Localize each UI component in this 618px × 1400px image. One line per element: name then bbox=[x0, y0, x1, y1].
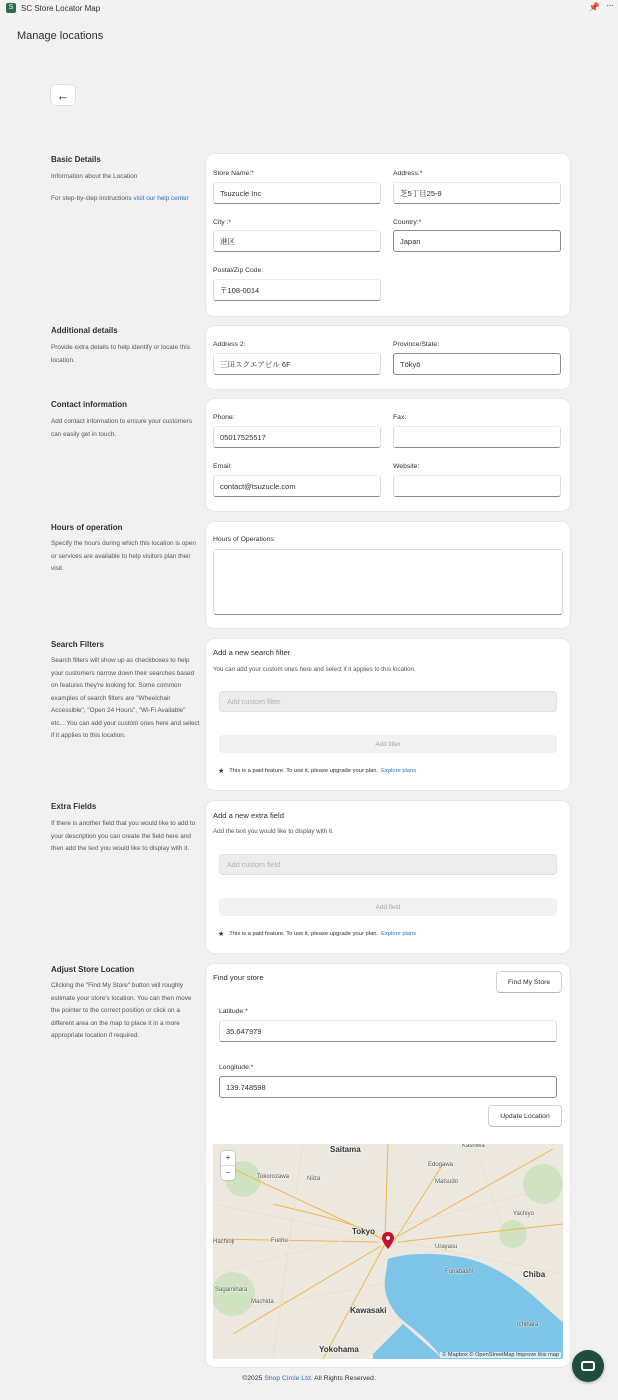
adjust-desc: Clicking the "Find My Store" button will roughly estimate your store's location. You can then move the pointer to the correct position or click on a different area on the map to place it in a more appropriate location if required. bbox=[51, 982, 192, 1039]
more-icon[interactable]: ··· bbox=[606, 0, 613, 11]
footer-suffix: All Rights Reserved. bbox=[312, 1375, 376, 1382]
map-label-matsudo: Matsudo bbox=[435, 1179, 459, 1185]
city-input[interactable]: 港区 bbox=[213, 230, 381, 252]
map-label-sagamihara: Sagamihara bbox=[215, 1287, 248, 1293]
country-input[interactable]: Japan bbox=[393, 230, 561, 252]
arrow-left-icon: ← bbox=[56, 87, 70, 103]
chat-button[interactable] bbox=[572, 1350, 604, 1382]
custom-field-input[interactable]: Add custom field bbox=[219, 854, 557, 875]
extra-explore-plans-link[interactable]: Explore plans bbox=[381, 931, 417, 937]
extra-paid-note bbox=[218, 930, 416, 938]
filters-paid-text: This is a paid feature. To use it, please upgrade your plan. bbox=[229, 768, 379, 774]
map-label-kawasaki: Kawasaki bbox=[350, 1306, 387, 1315]
find-store-title: Find your store bbox=[213, 973, 264, 982]
filters-explore-plans-link[interactable]: Explore plans bbox=[381, 768, 417, 774]
star-icon: ★ bbox=[218, 768, 225, 775]
province-label: Province/State: bbox=[393, 341, 440, 348]
map-label-urayasu: Urayasu bbox=[435, 1244, 458, 1250]
city-label: City :* bbox=[213, 219, 232, 226]
address-input[interactable]: 芝5丁目25-9 bbox=[393, 182, 561, 204]
star-icon: ★ bbox=[218, 931, 225, 938]
extra-card bbox=[206, 801, 570, 953]
map-attribution[interactable]: © Mapbox © OpenStreetMap Improve this map bbox=[442, 1352, 559, 1358]
footer-prefix: ©2025 bbox=[242, 1375, 265, 1382]
additional-details-card bbox=[206, 326, 570, 389]
longitude-input[interactable]: 139.748598 bbox=[219, 1076, 557, 1098]
map-park bbox=[499, 1220, 527, 1248]
map-label-yachiyo: Yachiyo bbox=[513, 1211, 534, 1217]
filters-card bbox=[206, 639, 570, 790]
add-filter-button[interactable]: Add filter bbox=[219, 735, 557, 753]
map-label-tokorozawa: Tokorozawa bbox=[257, 1174, 290, 1180]
pin-icon[interactable]: 📌 bbox=[588, 2, 600, 12]
map-label-saitama: Saitama bbox=[330, 1145, 361, 1154]
address2-input[interactable]: 三田スクエアビル 6F bbox=[213, 353, 381, 375]
extra-card-title: Add a new extra field bbox=[213, 811, 284, 820]
find-my-store-button[interactable]: Find My Store bbox=[496, 971, 562, 993]
adjust-card bbox=[206, 964, 570, 1367]
footer-link[interactable]: Shop Circle Ltd. bbox=[264, 1375, 313, 1382]
map-label-machida: Machida bbox=[251, 1299, 274, 1305]
website-input[interactable] bbox=[393, 475, 561, 497]
chat-icon bbox=[581, 1361, 595, 1371]
map-label-yokohama: Yokohama bbox=[319, 1345, 359, 1354]
filters-desc: Search filters will show up as checkboxes to help your customers narrow down their searches based on features they're looking for. Some common examples of search filters are "Wheelchair Accessible", "Open 24 Hours", "Wi-Fi Available" etc... You can add your custom ones here and select if it applies to this location. bbox=[51, 657, 200, 739]
latitude-input[interactable]: 35.647979 bbox=[219, 1020, 557, 1042]
hours-card bbox=[206, 522, 570, 628]
country-label: Country:* bbox=[393, 219, 422, 226]
additional-details-desc: Provide extra details to help identify or locate this location. bbox=[51, 344, 190, 364]
help-link[interactable]: visit our help center bbox=[133, 195, 189, 202]
fax-label: Fax: bbox=[393, 414, 407, 421]
latitude-label: Latitude:* bbox=[219, 1008, 248, 1015]
province-input[interactable]: Tōkyō bbox=[393, 353, 561, 375]
contact-title: Contact information bbox=[51, 400, 127, 409]
app-logo-icon: S bbox=[6, 3, 16, 13]
filters-paid-note bbox=[218, 767, 416, 775]
website-label: Website: bbox=[393, 463, 420, 470]
basic-details-title: Basic Details bbox=[51, 155, 101, 164]
page-title: Manage locations bbox=[17, 30, 104, 42]
extra-card-sub: Add the text you would like to display with it. bbox=[213, 828, 334, 835]
map[interactable] bbox=[213, 1144, 563, 1359]
app-titlebar bbox=[0, 0, 618, 16]
phone-input[interactable]: 05017525517 bbox=[213, 426, 381, 448]
map-park bbox=[523, 1164, 563, 1204]
map-zoom-control bbox=[221, 1151, 235, 1180]
additional-details-title: Additional details bbox=[51, 326, 118, 335]
zoom-out-button[interactable]: − bbox=[221, 1165, 235, 1179]
extra-title: Extra Fields bbox=[51, 802, 97, 811]
contact-desc: Add contact information to ensure your customers can easily get in touch. bbox=[51, 418, 193, 438]
filters-card-title: Add a new search filter bbox=[213, 648, 291, 657]
adjust-title: Adjust Store Location bbox=[51, 965, 135, 974]
filters-card-sub: You can add your custom ones here and select if it applies to this location. bbox=[213, 666, 416, 673]
map-park bbox=[213, 1272, 255, 1316]
map-marker-dot bbox=[386, 1236, 390, 1240]
add-field-button[interactable]: Add field bbox=[219, 898, 557, 916]
basic-details-card bbox=[206, 154, 570, 316]
zoom-in-button[interactable]: + bbox=[225, 1153, 231, 1162]
extra-desc: If there is another field that you would like to add to your description you can create the field here and then add the text you would like to display with it. bbox=[51, 820, 196, 852]
basic-details-desc: Information about the Location bbox=[51, 173, 138, 180]
update-location-button[interactable]: Update Location bbox=[488, 1105, 562, 1127]
map-label-niiza: Niiza bbox=[307, 1176, 321, 1182]
map-label-tokyo: Tokyo bbox=[352, 1227, 375, 1236]
email-input[interactable]: contact@tsuzucle.com bbox=[213, 475, 381, 497]
zip-label: Postal/Zip Code: bbox=[213, 267, 264, 274]
phone-label: Phone: bbox=[213, 414, 235, 421]
zip-input[interactable]: 〒108-0014 bbox=[213, 279, 381, 301]
footer bbox=[0, 1375, 618, 1382]
map-label-ichihara: Ichihara bbox=[517, 1322, 539, 1328]
help-prefix: For step-by-step instructions bbox=[51, 195, 134, 202]
map-label-fuchu: Fuchu bbox=[271, 1238, 288, 1244]
hours-textarea[interactable] bbox=[213, 549, 563, 615]
longitude-label: Longitude:* bbox=[219, 1064, 254, 1071]
fax-input[interactable] bbox=[393, 426, 561, 448]
custom-filter-input[interactable]: Add custom filter bbox=[219, 691, 557, 712]
app-title: SC Store Locator Map bbox=[21, 3, 101, 13]
map-label-chiba: Chiba bbox=[523, 1270, 546, 1279]
help-text bbox=[51, 193, 201, 206]
store-name-label: Store Name:* bbox=[213, 170, 254, 177]
map-label-edogawa: Edogawa bbox=[428, 1162, 454, 1168]
map-label-hachioji: Hachioji bbox=[213, 1239, 235, 1245]
map-label-kashiwa: Kashiwa bbox=[462, 1144, 485, 1149]
map-label-funabashi: Funabashi bbox=[445, 1269, 474, 1275]
filters-title: Search Filters bbox=[51, 640, 104, 649]
extra-paid-text: This is a paid feature. To use it, please upgrade your plan. bbox=[229, 931, 379, 937]
hours-desc: Specify the hours during which this location is open or services are available to help visitors plan their visit. bbox=[51, 540, 196, 572]
contact-card bbox=[206, 399, 570, 511]
address-label: Address:* bbox=[393, 170, 423, 177]
back-button[interactable] bbox=[51, 85, 75, 105]
hours-label: Hours of Operations: bbox=[213, 536, 276, 543]
email-label: Email: bbox=[213, 463, 232, 470]
address2-label: Address 2: bbox=[213, 341, 246, 348]
store-name-input[interactable]: Tsuzucle Inc bbox=[213, 182, 381, 204]
hours-title: Hours of operation bbox=[51, 523, 123, 532]
